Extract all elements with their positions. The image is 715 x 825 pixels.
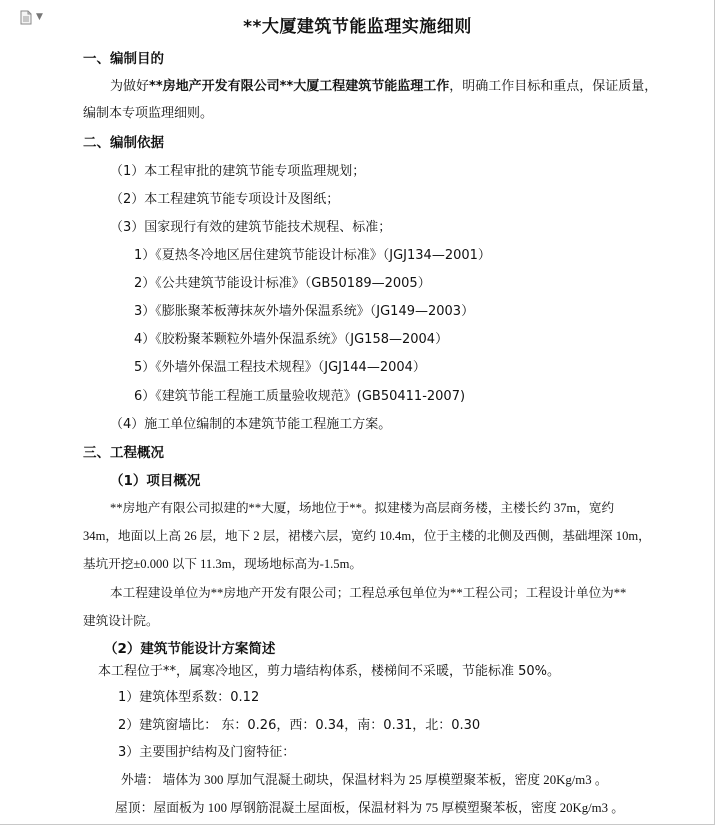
purpose-lead: 为做好: [110, 79, 150, 94]
section-heading-basis: 二、编制依据: [83, 135, 164, 151]
standard-item: 1）《夏热冬冷地区居住建筑节能设计标准》（JGJ134—2001）: [134, 248, 491, 263]
purpose-paragraph: [110, 75, 657, 94]
design-feature-item: 2）建筑窗墙比： 东：0.26，西：0.34，南：0.31，北：0.30: [118, 718, 481, 733]
standard-item: 6）《建筑节能工程施工质量验收规范》(GB50411-2007): [134, 389, 466, 404]
overview-paragraph-line3: 基坑开挖±0.000 以下 11.3m，现场地标高为-1.5m。: [83, 557, 362, 571]
standard-item: 5）《外墙外保温工程技术规程》（JGJ144—2004）: [134, 360, 426, 375]
section-heading-purpose: 一、编制目的: [83, 51, 164, 67]
basis-item: （3）国家现行有效的建筑节能技术规程、标准；: [110, 220, 392, 235]
parties-paragraph-line2: 建筑设计院。: [83, 614, 159, 628]
document-title: **大厦建筑节能监理实施细则: [243, 17, 472, 37]
subheading-project-overview: （1）项目概况: [110, 473, 201, 489]
standard-item: 2）《公共建筑节能设计标准》（GB50189—2005）: [134, 276, 431, 291]
basis-item: （2）本工程建筑节能专项设计及图纸；: [110, 192, 340, 207]
purpose-paragraph-line2: 编制本专项监理细则。: [83, 106, 214, 121]
roof-spec: 屋顶：屋面板为 100 厚钢筋混凝土屋面板，保温材料为 75 厚模塑聚苯板，密度 20Kg/m3 。: [115, 801, 625, 815]
basis-item: （4）施工单位编制的本建筑节能工程施工方案。: [110, 417, 392, 432]
standard-item: 4）《胶粉聚苯颗粒外墙外保温系统》（JG158—2004）: [134, 332, 449, 347]
standard-item: 3）《膨胀聚苯板薄抹灰外墙外保温系统》（JG149—2003）: [134, 304, 475, 319]
purpose-tail: ，明确工作目标和重点，保证质量，: [449, 79, 658, 94]
parties-paragraph-line1: 本工程建设单位为**房地产开发有限公司；工程总承包单位为**工程公司；工程设计单位为**: [110, 586, 627, 600]
subheading-energy-design: （2）建筑节能设计方案简述: [104, 641, 276, 657]
overview-paragraph-line1: **房地产有限公司拟建的**大厦，场地位于**。拟建楼为高层商务楼，主楼长约 37m，宽约: [110, 501, 615, 515]
design-feature-item: 1）建筑体型系数：0.12: [118, 690, 260, 705]
overview-paragraph-line2: 34m，地面以上高 26 层，地下 2 层，裙楼六层，宽约 10.4m，位于主楼的北侧及西侧，基础埋深 10m，: [83, 529, 651, 543]
section-heading-overview: 三、工程概况: [83, 445, 164, 461]
exterior-wall-spec: 外墙： 墙体为 300 厚加气混凝土砌块，保温材料为 25 厚模塑聚苯板，密度 20Kg/m3 。: [121, 773, 608, 787]
design-summary: 本工程位于**，属寒冷地区，剪力墙结构体系，楼梯间不采暖，节能标准 50%。: [98, 664, 561, 679]
basis-item: （1）本工程审批的建筑节能专项监理规划；: [110, 164, 366, 179]
design-feature-item: 3）主要围护结构及门窗特征：: [118, 745, 296, 760]
dropdown-arrow-icon: ▼: [36, 12, 43, 22]
purpose-bold-text: **房地产开发有限公司**大厦工程建筑节能监理工作: [149, 79, 450, 94]
